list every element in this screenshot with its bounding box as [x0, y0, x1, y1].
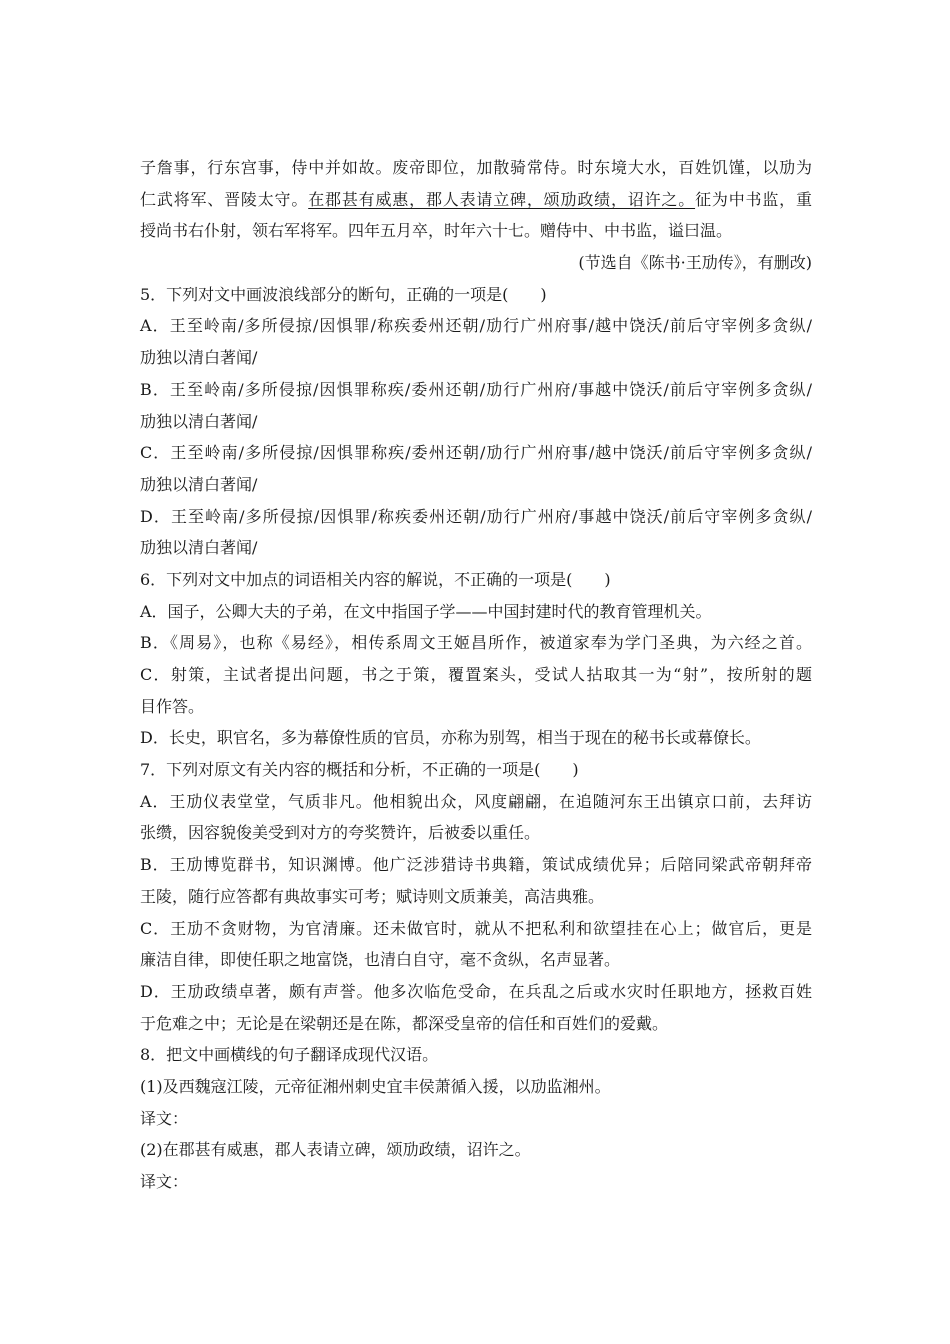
q8-stem: 8．把文中画横线的句子翻译成现代汉语。 — [140, 1045, 439, 1065]
q8-translation-label-2: 译文： — [140, 1172, 189, 1191]
q6-stem: 6．下列对文中加点的词语相关内容的解说，不正确的一项是( ) — [140, 569, 611, 589]
q5-option-a-line1: A．王至岭南/多所侵掠/因惧罪/称疾委州还朝/劢行广州府事/越中饶沃/前后守宰例多贪纵/ — [140, 316, 812, 336]
q8-sentence-2: (2)在郡甚有威惠，郡人表请立碑，颂劢政绩，诏许之。 — [140, 1140, 531, 1160]
q7-option-d-line1: D．王劢政绩卓著，颇有声誉。他多次临危受命，在兵乱之后或水灾时任职地方，拯救百姓 — [140, 981, 812, 1001]
q6-option-c-line2: 目作答。 — [140, 696, 205, 716]
passage-source: (节选自《陈书·王劢传》，有删改) — [578, 253, 812, 273]
q5-stem: 5．下列对文中画波浪线部分的断句，正确的一项是( ) — [140, 284, 547, 304]
q7-option-b-line2: 王陵，随行应答都有典故事实可考；赋诗则文质兼美，高洁典雅。 — [140, 886, 605, 906]
underlined-sentence: 在郡甚有威惠，郡人表请立碑，颂劢政绩，诏许之。 — [308, 189, 696, 209]
q5-option-d-line1: D．王至岭南/多所侵掠/因惧罪/称疾委州还朝/劢行广州府/事越中饶沃/前后守宰例多贪纵/ — [140, 506, 812, 526]
passage-line-2-start: 仁武将军、晋陵太守。 — [140, 189, 309, 209]
q5-option-a-line2: 劢独以清白著闻/ — [140, 348, 258, 368]
q7-option-d-line2: 于危难之中；无论是在梁朝还是在陈，都深受皇帝的信任和百姓们的爱戴。 — [140, 1013, 669, 1033]
document-page — [140, 152, 812, 1198]
passage-line-2-end: 征为中书监，重 — [695, 189, 812, 209]
q7-option-c-line1: C．王劢不贪财物，为官清廉。还未做官时，就从不把私利和欲望挂在心上；做官后，更是 — [140, 918, 812, 938]
q5-option-c-line2: 劢独以清白著闻/ — [140, 474, 258, 494]
q6-option-d: D．长史，职官名，多为幕僚性质的官员，亦称为别驾，相当于现在的秘书长或幕僚长。 — [140, 728, 761, 748]
q5-option-b-line1: B．王至岭南/多所侵掠/因惧罪称疾/委州还朝/劢行广州府/事越中饶沃/前后守宰例多贪纵/ — [140, 379, 812, 399]
q7-stem: 7．下列对原文有关内容的概括和分析，不正确的一项是( ) — [140, 760, 579, 780]
q7-option-a-line2: 张缵，因容貌俊美受到对方的夸奖赞许，后被委以重任。 — [140, 823, 541, 843]
q6-option-c-line1: C．射策，主试者提出问题，书之于策，覆置案头，受试人拈取其一为“射”，按所射的题 — [140, 665, 812, 684]
q5-option-c-line1: C．王至岭南/多所侵掠/因惧罪称疾/委州还朝/劢行广州府事/越中饶沃/前后守宰例多贪纵/ — [140, 443, 812, 463]
q6-option-b: B．《周易》，也称《易经》，相传系周文王姬昌所作，被道家奉为学门圣典，为六经之首。 — [140, 633, 812, 653]
q8-sentence-1: (1)及西魏寇江陵，元帝征湘州刺史宜丰侯萧循入援，以劢监湘州。 — [140, 1076, 611, 1096]
q6-option-a: A．国子，公卿大夫的子弟，在文中指国子学——中国封建时代的教育管理机关。 — [140, 601, 712, 621]
passage-line-2 — [140, 184, 812, 216]
q7-option-c-line2: 廉洁自律，即使任职之地富饶，也清白自守，毫不贪纵，名声显著。 — [140, 950, 621, 970]
passage-line-1: 子詹事，行东宫事，侍中并如故。废帝即位，加散骑常侍。时东境大水，百姓饥馑，以劢为 — [140, 158, 812, 177]
q8-translation-label-1: 译文： — [140, 1108, 189, 1128]
q7-option-b-line1: B．王劢博览群书，知识渊博。他广泛涉猎诗书典籍，策试成绩优异；后陪同梁武帝朝拜帝 — [140, 855, 812, 875]
q5-option-b-line2: 劢独以清白著闻/ — [140, 411, 258, 431]
q7-option-a-line1: A．王劢仪表堂堂，气质非凡。他相貌出众，风度翩翩，在追随河东王出镇京口前，去拜访 — [140, 791, 812, 811]
q5-option-d-line2: 劢独以清白著闻/ — [140, 538, 258, 558]
passage-line-3: 授尚书右仆射，领右军将军。四年五月卒，时年六十七。赠侍中、中书监，谥曰温。 — [140, 221, 733, 241]
